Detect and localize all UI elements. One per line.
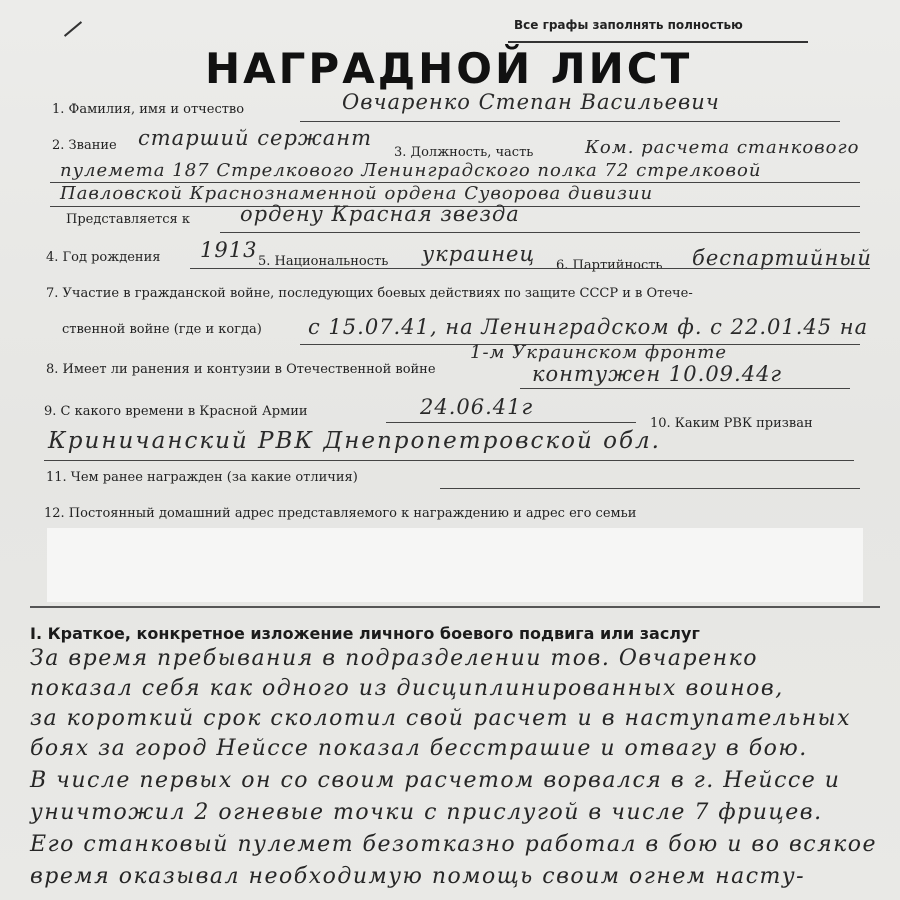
- field-3-value-1: Ком. расчета станкового: [585, 137, 860, 158]
- field-4-value: 1913: [200, 238, 258, 262]
- field-4-6-line: [190, 268, 870, 269]
- field-1-label: 1. Фамилия, имя и отчество: [52, 102, 245, 117]
- story-line-5: В числе первых он со своим расчетом ворвался в г. Нейссе и: [30, 768, 841, 793]
- field-6-label: 6. Партийность: [556, 258, 663, 273]
- field-9-value: 24.06.41г: [420, 395, 534, 419]
- field-11-line: [440, 488, 860, 489]
- fill-instruction: Все графы заполнять полностью: [514, 18, 743, 32]
- story-line-1: За время пребывания в подразделении тов. Овчаренко: [30, 646, 758, 671]
- field-10-value: Криничанский РВК Днепропетровской обл.: [48, 428, 661, 454]
- field-5-value: украинец: [422, 242, 536, 266]
- field-1-line: [300, 121, 840, 122]
- field-4-label: 4. Год рождения: [46, 250, 161, 265]
- field-10-label: 10. Каким РВК призван: [650, 416, 813, 431]
- story-line-4: боях за город Нейссе показал бесстрашие и отвагу в бою.: [30, 736, 808, 761]
- story-line-3: за короткий срок сколотил свой расчет и в наступательных: [30, 706, 852, 731]
- field-9-line: [386, 422, 636, 423]
- redacted-area: [47, 528, 863, 602]
- pen-mark: [64, 21, 82, 37]
- field-3-value-2: пулемета 187 Стрелкового Ленинградского полка 72 стрелковой: [60, 160, 762, 181]
- document-title: НАГРАДНОЙ ЛИСТ: [205, 44, 693, 93]
- field-7-label-2: ственной войне (где и когда): [62, 322, 262, 337]
- field-7-value-2: 1-м Украинском фронте: [470, 342, 727, 363]
- field-7-value-1: с 15.07.41, на Ленинградском ф. с 22.01.45 на: [308, 315, 869, 339]
- field-5-label: 5. Национальность: [258, 254, 389, 269]
- story-line-2: показал себя как одного из дисциплинированных воинов,: [30, 676, 784, 701]
- story-line-8: время оказывал необходимую помощь своим огнем насту-: [30, 864, 806, 889]
- field-3-value-3: Павловской Краснознаменной ордена Суворова дивизии: [60, 183, 654, 204]
- field-8-value: контужен 10.09.44г: [532, 362, 783, 386]
- story-line-6: уничтожил 2 огневые точки с прислугой в числе 7 фрицев.: [30, 800, 823, 825]
- field-3-label: 3. Должность, часть: [394, 145, 534, 160]
- section-divider: [30, 606, 880, 608]
- field-8-label: 8. Имеет ли ранения и контузии в Отечественной войне: [46, 362, 436, 377]
- presented-value: ордену Красная звезда: [240, 202, 520, 226]
- field-6-value: беспартийный: [692, 246, 872, 270]
- section-heading: I. Краткое, конкретное изложение личного боевого подвига или заслуг: [30, 624, 700, 643]
- field-2-value: старший сержант: [138, 126, 373, 150]
- field-8-line: [520, 388, 850, 389]
- field-2-label: 2. Звание: [52, 138, 117, 153]
- story-line-7: Его станковый пулемет безотказно работал в бою и во всякое: [30, 832, 878, 857]
- field-1-value: Овчаренко Степан Васильевич: [342, 90, 720, 114]
- presented-line: [220, 232, 860, 233]
- presented-label: Представляется к: [66, 212, 190, 227]
- field-11-label: 11. Чем ранее награжден (за какие отличия): [46, 470, 358, 485]
- field-7-label-1: 7. Участие в гражданской войне, последующих боевых действиях по защите СССР и в Отече-: [46, 286, 693, 301]
- field-9-label: 9. С какого времени в Красной Армии: [44, 404, 308, 419]
- instruction-underline: [508, 41, 808, 43]
- field-12-label: 12. Постоянный домашний адрес представляемого к награждению и адрес его семьи: [44, 506, 637, 521]
- field-10-line: [44, 460, 854, 461]
